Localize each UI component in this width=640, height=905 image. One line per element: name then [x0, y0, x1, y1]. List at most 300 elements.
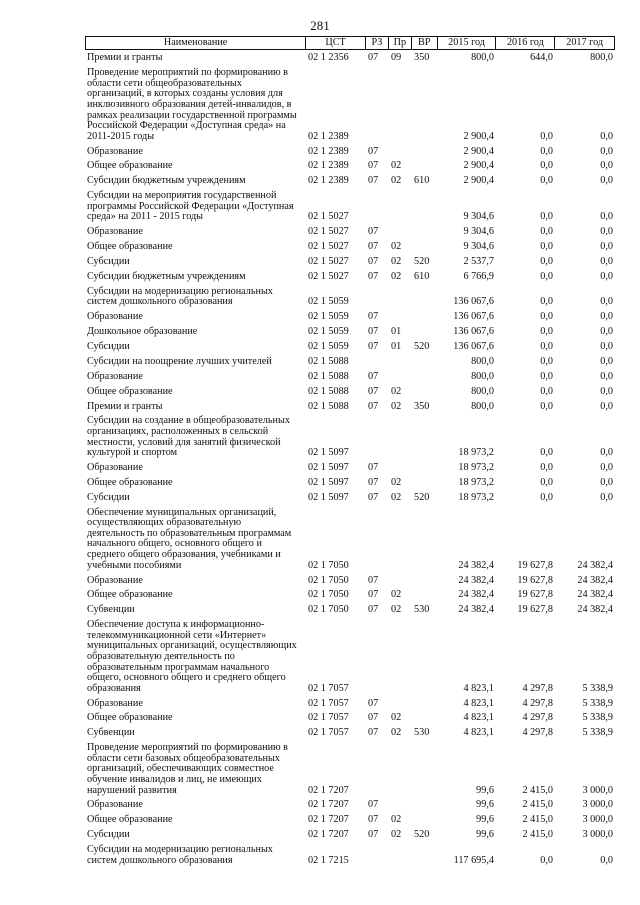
row-value-2017: 0,0 [600, 385, 613, 397]
row-cst: 02 1 5027 [308, 270, 349, 282]
table-row [85, 65, 615, 143]
table-row [85, 490, 615, 505]
header-rz: РЗ [365, 37, 388, 49]
row-value-2017: 5 338,9 [582, 727, 613, 739]
row-value-2015: 24 382,4 [458, 574, 494, 586]
row-value-2016: 644,0 [530, 52, 553, 64]
row-value-2015: 136 067,6 [453, 311, 494, 323]
table-row [85, 460, 615, 475]
row-value-2017: 3 000,0 [582, 799, 613, 811]
row-value-2016: 0,0 [540, 355, 553, 367]
row-value-2016: 0,0 [540, 385, 553, 397]
row-name: Общее образование [87, 385, 173, 397]
row-value-2017: 24 382,4 [577, 604, 613, 616]
row-rz: 07 [368, 270, 379, 282]
row-vr [411, 826, 437, 827]
row-pr: 02 [391, 400, 402, 412]
row-vr: 350 [414, 52, 430, 64]
row-value-2017: 0,0 [600, 491, 613, 503]
row-pr: 02 [391, 712, 402, 724]
row-name: Общее образование [87, 241, 173, 253]
row-cst: 02 1 7057 [308, 682, 349, 694]
row-value-2017: 5 338,9 [582, 712, 613, 724]
row-value-2015: 24 382,4 [458, 589, 494, 601]
row-value-2017: 0,0 [600, 241, 613, 253]
row-rz: 07 [368, 160, 379, 172]
row-vr [411, 571, 437, 572]
table-row [85, 50, 615, 65]
table-header [85, 36, 615, 50]
row-rz: 07 [368, 574, 379, 586]
row-rz: 07 [368, 311, 379, 323]
row-vr [411, 308, 437, 309]
row-cst: 02 1 7215 [308, 854, 349, 866]
row-value-2016: 0,0 [540, 462, 553, 474]
table-row [85, 383, 615, 398]
row-value-2017: 0,0 [600, 341, 613, 352]
row-value-2016: 0,0 [540, 296, 553, 308]
page-number: 281 [310, 18, 330, 33]
row-vr: 520 [414, 491, 430, 503]
header-2017: 2017 год [554, 37, 614, 49]
header-2015: 2015 год [437, 37, 496, 49]
row-cst: 02 1 5027 [308, 226, 349, 238]
row-name: Субсидии на модернизацию региональных систем дошкольного образования [87, 844, 273, 866]
row-cst: 02 1 5027 [308, 256, 349, 268]
row-rz [365, 866, 388, 867]
row-cst: 02 1 5059 [308, 296, 349, 308]
row-value-2015: 99,6 [476, 814, 494, 826]
row-pr: 02 [391, 476, 402, 488]
row-value-2017: 0,0 [600, 476, 613, 488]
row-name: Премии и гранты [87, 400, 163, 412]
row-vr [411, 338, 437, 339]
row-value-2017: 0,0 [600, 400, 613, 412]
row-name: Субсидии [87, 256, 130, 268]
row-value-2015: 9 304,6 [463, 241, 494, 253]
table-body [85, 50, 615, 867]
row-value-2015: 136 067,6 [453, 296, 494, 308]
row-cst: 02 1 5097 [308, 462, 349, 474]
row-rz [365, 571, 388, 572]
row-cst: 02 1 7057 [308, 712, 349, 724]
header-2016: 2016 год [495, 37, 554, 49]
header-pr: Пр [388, 37, 411, 49]
row-pr [388, 308, 411, 309]
row-cst: 02 1 5059 [308, 326, 349, 338]
row-pr: 02 [391, 491, 402, 503]
table-row [85, 158, 615, 173]
row-name: Субсидии бюджетным учреждениям [87, 175, 246, 187]
row-value-2015: 6 766,9 [463, 270, 494, 282]
row-name: Образование [87, 799, 143, 811]
table-row [85, 602, 615, 617]
row-vr [411, 489, 437, 490]
row-name: Субсидии на модернизацию региональных систем дошкольного образования [87, 285, 273, 308]
row-name: Субсидии на мероприятия государственной программы Российской Федерации «Доступная среда» на 2011 - 2015 годы [87, 190, 294, 223]
row-value-2016: 2 415,0 [522, 829, 553, 841]
row-name: Общее образование [87, 160, 173, 172]
row-rz: 07 [368, 241, 379, 253]
row-value-2015: 136 067,6 [453, 326, 494, 338]
row-value-2017: 0,0 [600, 211, 613, 223]
row-value-2015: 18 973,2 [458, 476, 494, 488]
row-cst: 02 1 5097 [308, 476, 349, 488]
row-rz: 07 [368, 370, 379, 382]
row-value-2017: 3 000,0 [582, 814, 613, 826]
row-vr [411, 459, 437, 460]
row-rz: 07 [368, 462, 379, 474]
row-value-2016: 19 627,8 [517, 604, 553, 616]
row-name: Проведение мероприятий по формированию в области сети базовых общеобразовательных организаций, обеспечивающих совместное обучение инвалидов и лиц, не имеющих нарушений развития [87, 742, 288, 796]
table-row [85, 339, 615, 354]
row-value-2017: 5 338,9 [582, 697, 613, 709]
row-pr [388, 142, 411, 143]
row-value-2017: 24 382,4 [577, 589, 613, 601]
row-name: Субсидии на создание в общеобразовательных организациях, расположенных в сельской местности, условий для занятий физической культурой и спортом [87, 415, 290, 459]
table-row [85, 413, 615, 460]
row-cst: 02 1 7050 [308, 604, 349, 616]
row-rz [365, 367, 388, 368]
row-value-2015: 2 900,4 [463, 160, 494, 172]
row-name: Субсидии [87, 829, 130, 841]
row-value-2015: 136 067,6 [453, 341, 494, 352]
row-value-2016: 0,0 [540, 854, 553, 866]
row-value-2015: 4 823,1 [463, 727, 494, 739]
row-vr: 520 [414, 341, 430, 352]
row-vr [411, 172, 437, 173]
table-row [85, 284, 615, 309]
row-name: Обеспечение доступа к информационно-телекоммуникационной сети «Интернет» муниципальных организаций, осуществляющих образовательную деятельность по образовательным программам начального общего, основного общего и среднего общего образования [87, 619, 297, 694]
row-value-2015: 99,6 [476, 799, 494, 811]
row-pr [388, 238, 411, 239]
row-value-2016: 0,0 [540, 400, 553, 412]
table-row [85, 173, 615, 188]
row-value-2016: 0,0 [540, 241, 553, 253]
row-rz: 07 [368, 814, 379, 826]
table-row [85, 695, 615, 710]
row-pr: 02 [391, 814, 402, 826]
row-rz: 07 [368, 145, 379, 157]
row-pr [388, 586, 411, 587]
row-rz: 07 [368, 589, 379, 601]
row-cst: 02 1 2389 [308, 145, 349, 157]
row-rz: 07 [368, 799, 379, 811]
table-row [85, 617, 615, 695]
row-vr [411, 601, 437, 602]
row-value-2015: 24 382,4 [458, 604, 494, 616]
row-pr: 02 [391, 256, 402, 268]
row-value-2016: 19 627,8 [517, 559, 553, 571]
row-value-2015: 800,0 [471, 355, 494, 367]
row-value-2015: 2 900,4 [463, 130, 494, 142]
table-row [85, 572, 615, 587]
row-vr [411, 238, 437, 239]
row-pr: 02 [391, 727, 402, 739]
row-value-2015: 2 537,7 [463, 256, 494, 268]
row-cst: 02 1 7050 [308, 589, 349, 601]
row-value-2017: 3 000,0 [582, 784, 613, 796]
row-rz: 07 [368, 256, 379, 268]
row-pr: 02 [391, 385, 402, 397]
row-value-2016: 0,0 [540, 341, 553, 352]
row-value-2015: 18 973,2 [458, 462, 494, 474]
row-rz: 07 [368, 400, 379, 412]
budget-table [85, 36, 615, 867]
row-value-2017: 0,0 [600, 355, 613, 367]
row-cst: 02 1 7207 [308, 829, 349, 841]
row-value-2017: 24 382,4 [577, 574, 613, 586]
row-value-2016: 0,0 [540, 447, 553, 459]
row-name: Образование [87, 370, 143, 382]
table-row [85, 269, 615, 284]
row-rz: 07 [368, 175, 379, 187]
row-name: Образование [87, 311, 143, 323]
row-cst: 02 1 5027 [308, 211, 349, 223]
row-vr [411, 796, 437, 797]
row-value-2016: 4 297,8 [522, 727, 553, 739]
row-cst: 02 1 7207 [308, 814, 349, 826]
row-pr: 02 [391, 604, 402, 616]
row-value-2016: 2 415,0 [522, 784, 553, 796]
row-value-2017: 0,0 [600, 326, 613, 338]
table-row [85, 504, 615, 572]
header-cst: ЦСТ [305, 37, 365, 49]
table-row [85, 188, 615, 224]
row-value-2015: 2 900,4 [463, 175, 494, 187]
row-vr [411, 709, 437, 710]
row-value-2016: 0,0 [540, 175, 553, 187]
row-value-2015: 800,0 [471, 370, 494, 382]
row-value-2016: 0,0 [540, 370, 553, 382]
row-name: Общее образование [87, 589, 173, 601]
row-vr [411, 253, 437, 254]
row-value-2016: 0,0 [540, 226, 553, 238]
row-vr: 520 [414, 829, 430, 841]
row-rz [365, 308, 388, 309]
row-value-2015: 800,0 [471, 385, 494, 397]
row-vr: 520 [414, 256, 430, 268]
row-vr [411, 724, 437, 725]
row-pr: 02 [391, 241, 402, 253]
row-vr: 350 [414, 400, 430, 412]
row-value-2017: 5 338,9 [582, 682, 613, 694]
row-pr [388, 571, 411, 572]
row-value-2015: 4 823,1 [463, 712, 494, 724]
row-cst: 02 1 7050 [308, 559, 349, 571]
row-pr: 02 [391, 160, 402, 172]
row-value-2016: 0,0 [540, 160, 553, 172]
row-value-2016: 0,0 [540, 130, 553, 142]
row-name: Субвенции [87, 604, 135, 616]
row-cst: 02 1 5088 [308, 385, 349, 397]
row-value-2016: 4 297,8 [522, 682, 553, 694]
table-row [85, 354, 615, 369]
row-rz: 07 [368, 341, 379, 352]
row-pr: 02 [391, 589, 402, 601]
row-value-2017: 0,0 [600, 145, 613, 157]
row-name: Образование [87, 226, 143, 238]
row-value-2017: 0,0 [600, 311, 613, 323]
row-value-2017: 0,0 [600, 175, 613, 187]
row-cst: 02 1 7057 [308, 727, 349, 739]
row-name: Субвенции [87, 727, 135, 739]
row-name: Общее образование [87, 476, 173, 488]
header-vr: ВР [411, 37, 437, 49]
row-cst: 02 1 7050 [308, 574, 349, 586]
table-row [85, 254, 615, 269]
row-value-2017: 0,0 [600, 226, 613, 238]
row-value-2016: 0,0 [540, 256, 553, 268]
row-cst: 02 1 5027 [308, 241, 349, 253]
row-name: Субсидии бюджетным учреждениям [87, 270, 246, 282]
row-cst: 02 1 2356 [308, 52, 349, 64]
row-value-2017: 0,0 [600, 160, 613, 172]
row-pr [388, 223, 411, 224]
row-pr [388, 474, 411, 475]
table-row [85, 587, 615, 602]
row-rz [365, 142, 388, 143]
row-rz [365, 223, 388, 224]
row-cst: 02 1 7057 [308, 697, 349, 709]
header-name: Наименование [163, 37, 228, 48]
row-value-2015: 2 900,4 [463, 145, 494, 157]
row-cst: 02 1 2389 [308, 175, 349, 187]
row-pr [388, 694, 411, 695]
row-value-2017: 0,0 [600, 296, 613, 308]
row-pr [388, 157, 411, 158]
row-cst: 02 1 5059 [308, 311, 349, 323]
row-value-2016: 0,0 [540, 491, 553, 503]
row-value-2016: 19 627,8 [517, 574, 553, 586]
row-vr [411, 586, 437, 587]
row-name: Образование [87, 697, 143, 709]
row-rz: 07 [368, 52, 379, 64]
row-value-2016: 2 415,0 [522, 814, 553, 826]
row-name: Общее образование [87, 814, 173, 826]
row-value-2017: 0,0 [600, 130, 613, 142]
row-value-2016: 0,0 [540, 211, 553, 223]
table-row [85, 239, 615, 254]
row-cst: 02 1 5097 [308, 447, 349, 459]
row-value-2016: 19 627,8 [517, 589, 553, 601]
row-name: Обеспечение муниципальных организаций, осуществляющих образовательную деятельность по образовательным программам начального общего, основного общего и среднего общего образования, учебниками и учебными пособиями [87, 506, 292, 571]
row-name: Проведение мероприятий по формированию в области сети общеобразовательных организаций, в которых созданы условия для инклюзивного образования детей-инвалидов, в рамках реализации государственной программы Российской Федерации «Доступная среда» на 2011-2015 годы [87, 67, 297, 142]
row-pr: 02 [391, 829, 402, 841]
row-rz [365, 796, 388, 797]
table-row [85, 827, 615, 842]
row-name: Премии и гранты [87, 52, 163, 64]
row-cst: 02 1 2389 [308, 160, 349, 172]
row-vr: 530 [414, 604, 430, 616]
row-pr [388, 811, 411, 812]
row-rz [365, 459, 388, 460]
row-value-2015: 18 973,2 [458, 447, 494, 459]
row-value-2017: 0,0 [600, 854, 613, 866]
row-rz: 07 [368, 829, 379, 841]
row-value-2015: 24 382,4 [458, 559, 494, 571]
table-row [85, 309, 615, 324]
row-value-2015: 800,0 [471, 400, 494, 412]
row-value-2017: 3 000,0 [582, 829, 613, 841]
row-vr [411, 223, 437, 224]
row-cst: 02 1 5088 [308, 355, 349, 367]
row-rz: 07 [368, 727, 379, 739]
row-vr [411, 474, 437, 475]
row-vr [411, 694, 437, 695]
row-value-2015: 9 304,6 [463, 211, 494, 223]
row-rz [365, 694, 388, 695]
row-name: Образование [87, 462, 143, 474]
row-value-2017: 0,0 [600, 270, 613, 282]
row-rz: 07 [368, 604, 379, 616]
row-cst: 02 1 7207 [308, 784, 349, 796]
row-name: Дошкольное образование [87, 326, 198, 338]
row-vr [411, 323, 437, 324]
row-pr [388, 796, 411, 797]
table-row [85, 725, 615, 740]
row-value-2017: 24 382,4 [577, 559, 613, 571]
row-vr [411, 367, 437, 368]
table-row [85, 710, 615, 725]
table-row [85, 740, 615, 797]
row-value-2015: 99,6 [476, 829, 494, 841]
row-cst: 02 1 7207 [308, 799, 349, 811]
row-value-2016: 0,0 [540, 311, 553, 323]
row-rz: 07 [368, 385, 379, 397]
row-pr: 01 [391, 341, 402, 352]
table-row [85, 812, 615, 827]
row-name: Субсидии на поощрение лучших учителей [87, 355, 272, 367]
row-cst: 02 1 2389 [308, 130, 349, 142]
row-value-2015: 4 823,1 [463, 697, 494, 709]
row-value-2015: 117 695,4 [453, 854, 494, 866]
row-cst: 02 1 5097 [308, 491, 349, 503]
row-rz: 07 [368, 491, 379, 503]
row-value-2016: 0,0 [540, 270, 553, 282]
row-value-2016: 4 297,8 [522, 697, 553, 709]
row-cst: 02 1 5059 [308, 341, 349, 352]
row-vr [411, 157, 437, 158]
table-row [85, 475, 615, 490]
row-vr [411, 866, 437, 867]
row-pr [388, 866, 411, 867]
row-pr: 09 [391, 52, 402, 64]
table-row [85, 797, 615, 812]
row-pr [388, 367, 411, 368]
table-row [85, 368, 615, 383]
row-pr: 02 [391, 175, 402, 187]
row-cst: 02 1 5088 [308, 400, 349, 412]
row-name: Субсидии [87, 491, 130, 503]
row-value-2016: 2 415,0 [522, 799, 553, 811]
row-value-2015: 99,6 [476, 784, 494, 796]
row-value-2015: 800,0 [471, 52, 494, 64]
row-rz: 07 [368, 697, 379, 709]
row-vr [411, 142, 437, 143]
row-pr [388, 709, 411, 710]
row-value-2015: 4 823,1 [463, 682, 494, 694]
row-value-2017: 0,0 [600, 462, 613, 474]
row-rz: 07 [368, 712, 379, 724]
row-pr: 01 [391, 326, 402, 338]
row-rz: 07 [368, 476, 379, 488]
row-name: Общее образование [87, 712, 173, 724]
row-rz: 07 [368, 226, 379, 238]
row-vr [411, 397, 437, 398]
row-value-2015: 18 973,2 [458, 491, 494, 503]
row-value-2016: 4 297,8 [522, 712, 553, 724]
